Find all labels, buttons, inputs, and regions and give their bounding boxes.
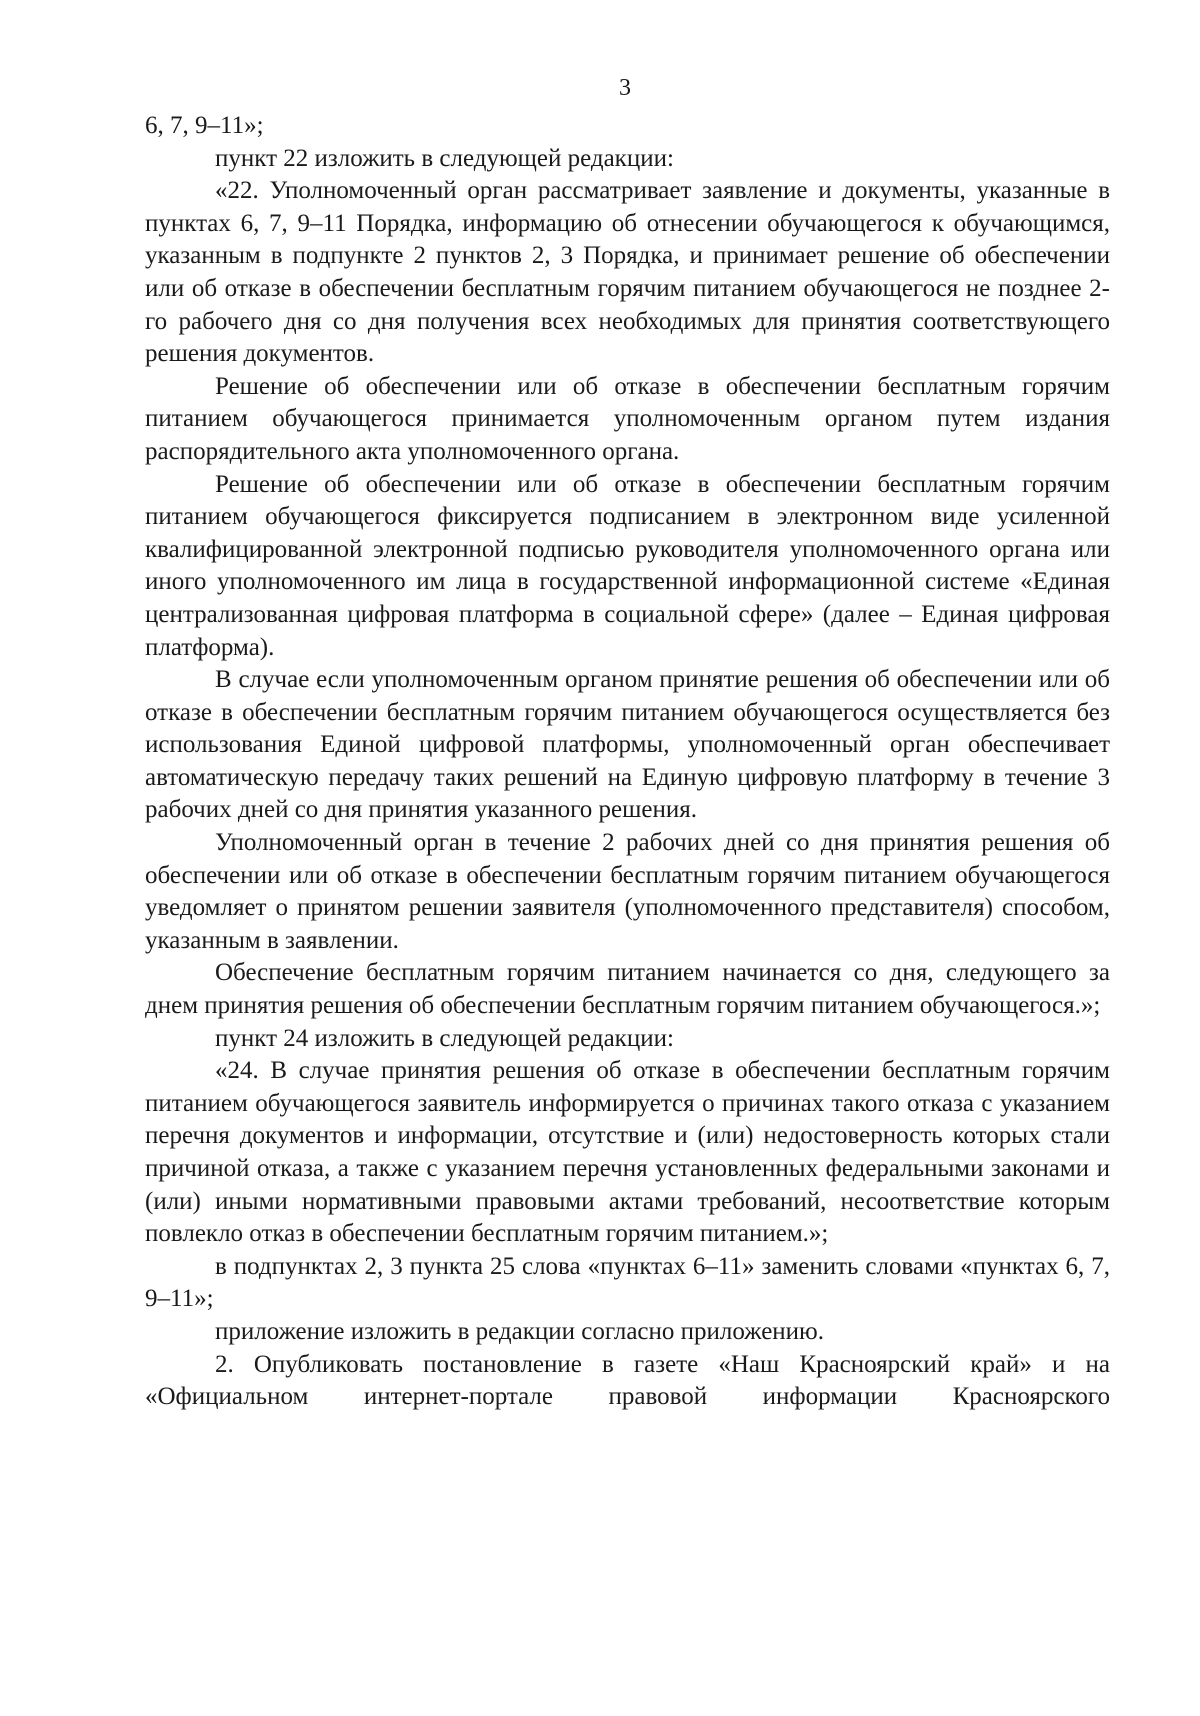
paragraph-item-25: в подпунктах 2, 3 пункта 25 слова «пунктах 6–11» заменить словами «пунктах 6, 7, 9–11»; — [145, 1252, 1110, 1313]
paragraph-decision-signature: Решение об обеспечении или об отказе в обеспечении бесплатным горячим питанием обучающегося фиксируется подписанием в электронном виде усиленной квалифицированной электронной подписью руководителя уполномоченного органа или иного уполномоченного им лица в государственной информационной системе «Единая централизованная цифровая платформа в социальной сфере» (далее – Единая цифровая платформа). — [145, 470, 1110, 661]
paragraph-publication: 2. Опубликовать постановление в газете «Наш Красноярский край» и на «Официальном интернет-портале правовой информации Красноярского — [145, 1350, 1110, 1411]
document-body — [145, 110, 1110, 1414]
page-number: 3 — [619, 75, 631, 101]
paragraph-item-22-intro: пункт 22 изложить в следующей редакции: — [215, 144, 674, 172]
paragraph-item-22: «22. Уполномоченный орган рассматривает заявление и документы, указанные в пунктах 6, 7, 9–11 Порядка, информацию об отнесении обучающегося к обучающимся, указанным в подпункте 2 пунктов 2, 3 Порядка, и принимает решение об обеспечении или об отказе в обеспечении бесплатным горячим питанием обучающегося не позднее 2-го рабочего дня со дня получения всех необходимых для принятия соответствующего решения документов. — [145, 177, 1110, 368]
paragraph-item-24: «24. В случае принятия решения об отказе в обеспечении бесплатным горячим питанием обучающегося заявитель информируется о причинах такого отказа с указанием перечня документов и информации, отсутствие и (или) недостоверность которых стали причиной отказа, а также с указанием перечня установленных федеральными законами и (или) иными нормативными правовыми актами требований, несоответствие которым повлекло отказ в обеспечении бесплатным горячим питанием.»; — [145, 1057, 1110, 1248]
paragraph-notification: Уполномоченный орган в течение 2 рабочих дней со дня принятия решения об обеспечении или об отказе в обеспечении бесплатным горячим питанием обучающегося уведомляет о принятом решении заявителя (уполномоченного представителя) способом, указанным в заявлении. — [145, 829, 1110, 954]
paragraph-continuation: 6, 7, 9–11»; — [145, 112, 264, 139]
paragraph-appendix: приложение изложить в редакции согласно приложению. — [215, 1317, 824, 1345]
paragraph-start-of-provision: Обеспечение бесплатным горячим питанием начинается со дня, следующего за днем принятия решения об обеспечении бесплатным горячим питанием обучающегося.»; — [145, 959, 1110, 1020]
paragraph-platform-transfer: В случае если уполномоченным органом принятие решения об обеспечении или об отказе в обеспечении бесплатным горячим питанием обучающегося осуществляется без использования Единой цифровой платформы, уполномоченный орган обеспечивает автоматическую передачу таких решений на Единую цифровую платформу в течение 3 рабочих дней со дня принятия указанного решения. — [145, 666, 1110, 824]
paragraph-item-24-intro: пункт 24 изложить в следующей редакции: — [215, 1024, 674, 1052]
paragraph-decision-act: Решение об обеспечении или об отказе в обеспечении бесплатным горячим питанием обучающегося принимается уполномоченным органом путем издания распорядительного акта уполномоченного органа. — [145, 372, 1110, 465]
